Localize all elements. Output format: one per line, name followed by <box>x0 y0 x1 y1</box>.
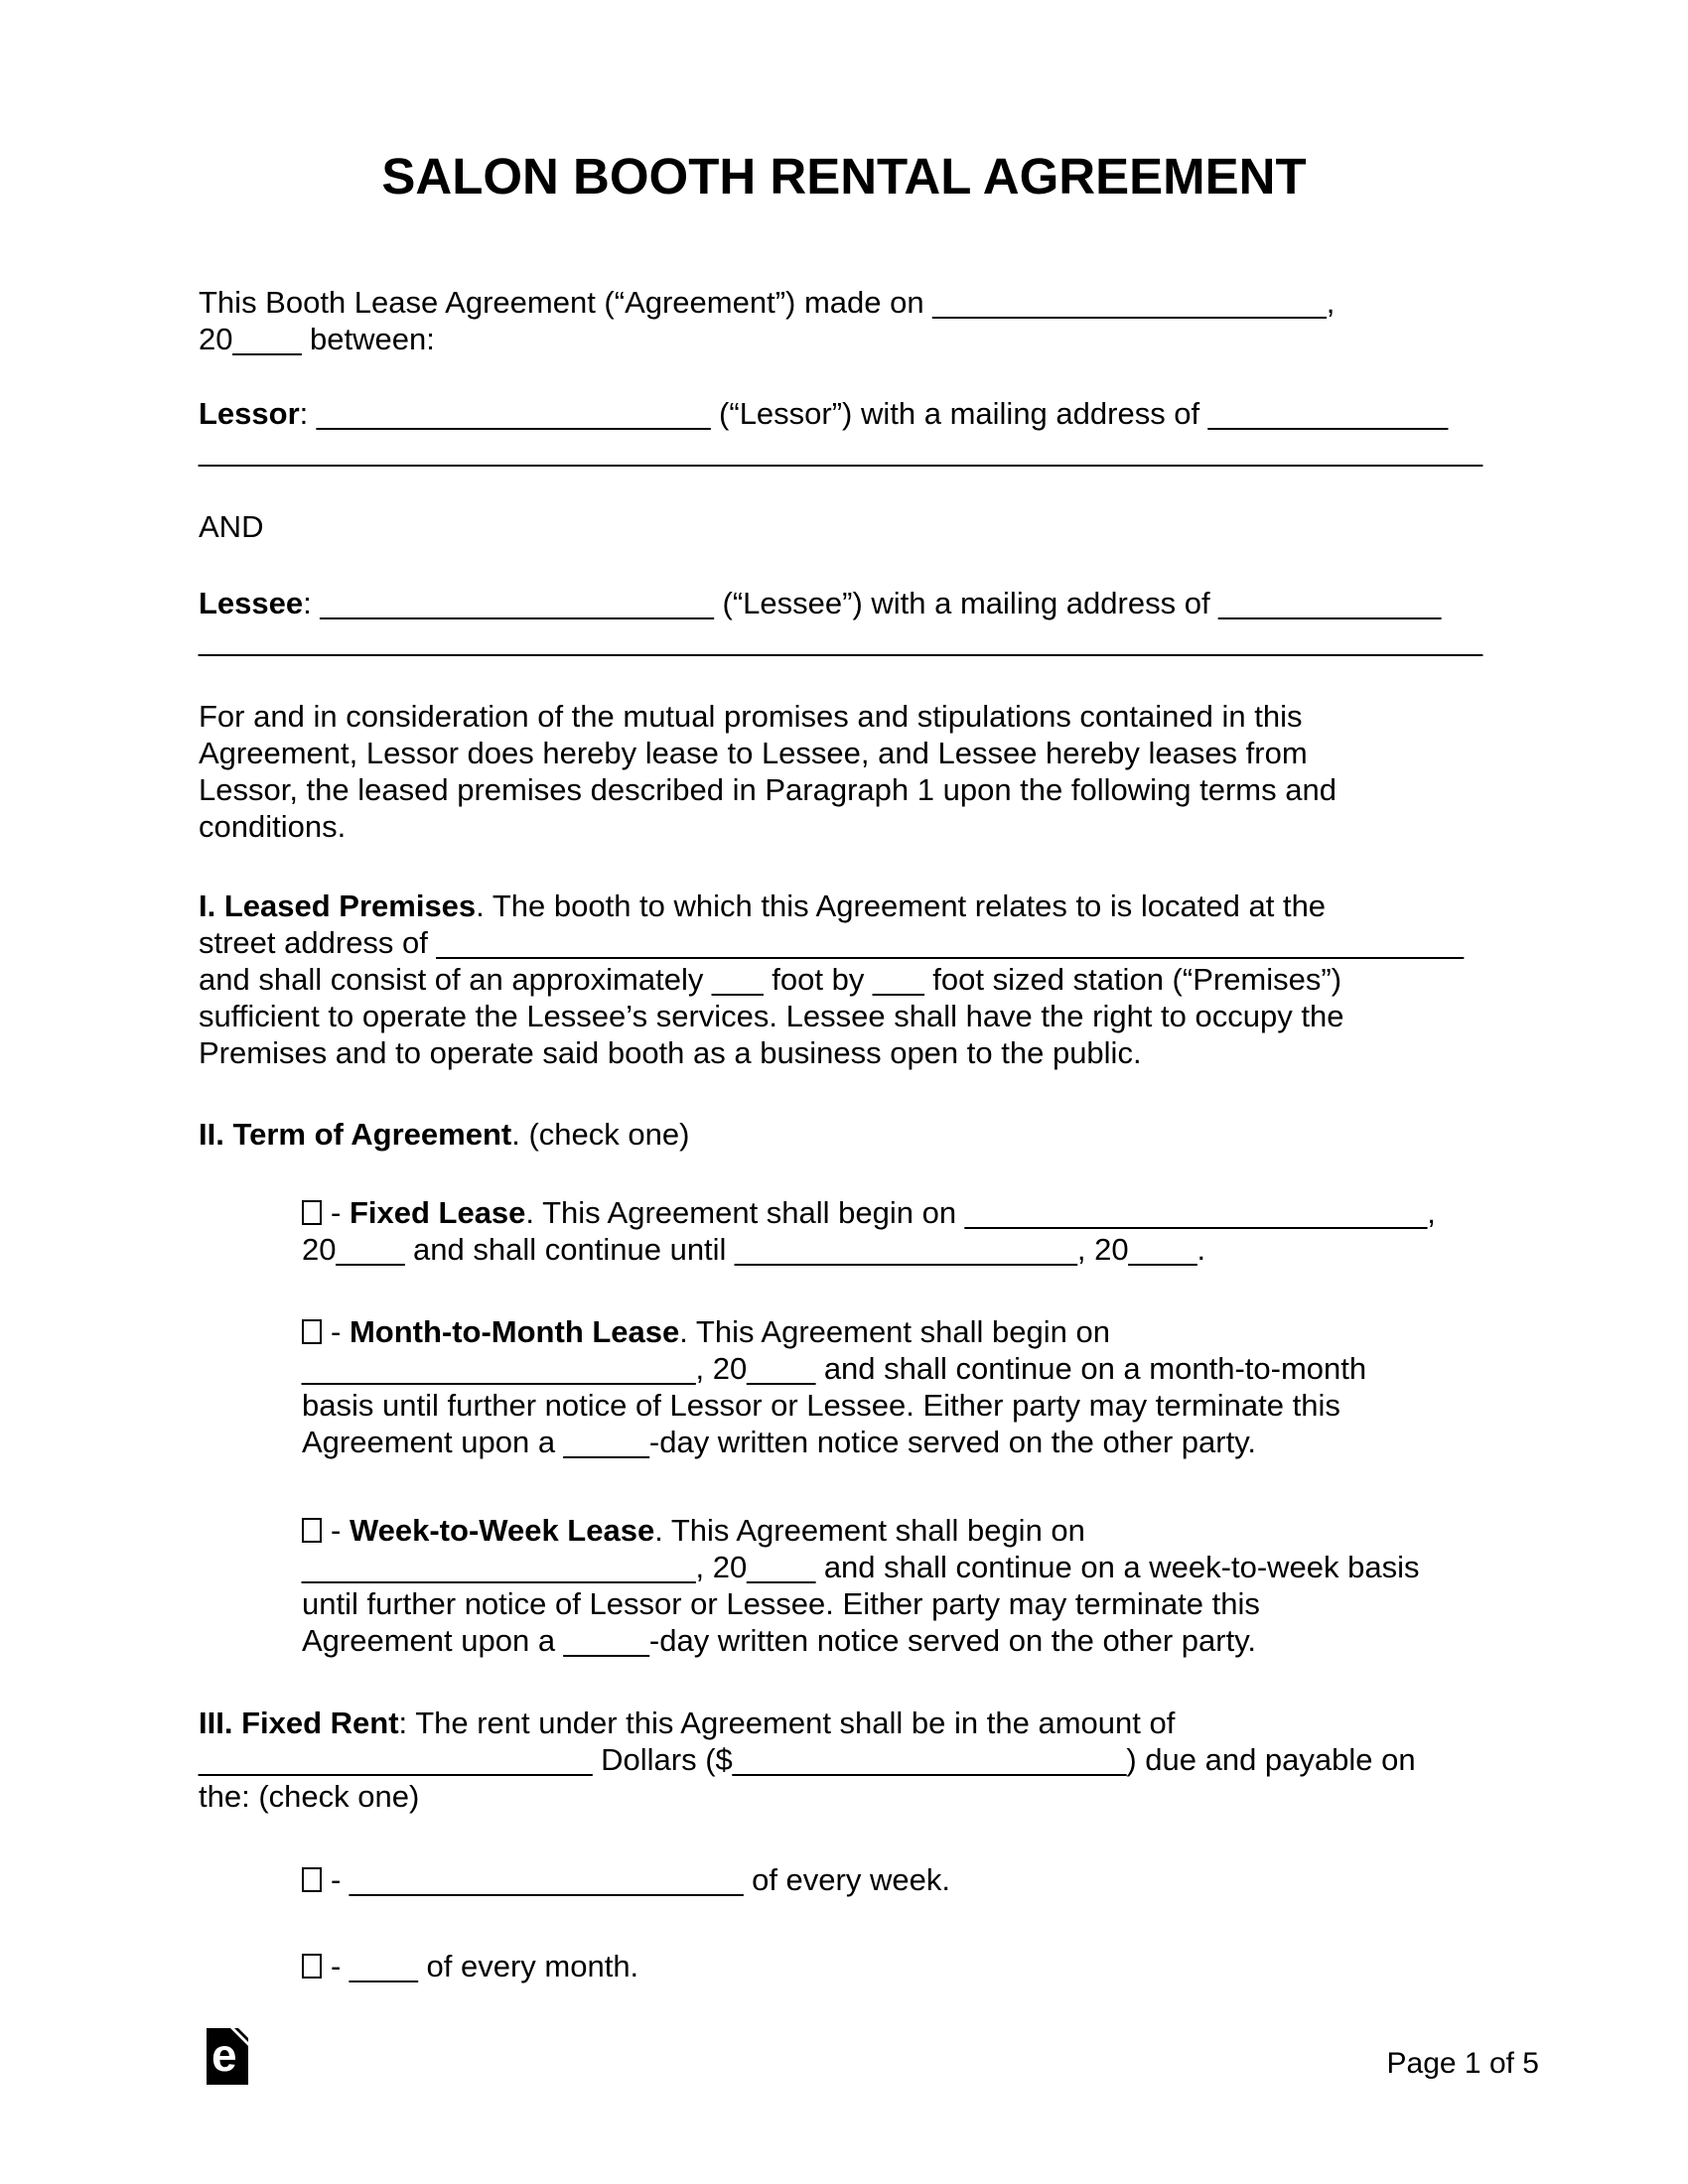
leased-premises-line-1 <box>199 887 1489 924</box>
lessee-paragraph <box>199 585 1489 658</box>
lessee-label: Lessee <box>199 586 304 620</box>
leased-premises-line-4: sufficient to operate the Lessee’s services. Lessee shall have the right to occupy the <box>199 999 1344 1033</box>
lessee-line-1 <box>199 585 1489 621</box>
week-lease-label: Week-to-Week Lease <box>349 1513 655 1548</box>
option-week-to-week-lease <box>302 1512 1489 1659</box>
document-title: SALON BOOTH RENTAL AGREEMENT <box>381 148 1307 205</box>
month-lease-dash: - <box>331 1314 350 1349</box>
month-lease-checkbox[interactable] <box>302 1319 322 1344</box>
rent-monthly-line <box>302 1948 1489 1984</box>
option-rent-monthly <box>302 1948 1489 1984</box>
option-fixed-lease <box>302 1194 1489 1268</box>
week-lease-line-1 <box>302 1512 1489 1549</box>
fixed-rent-line-1-text: : The rent under this Agreement shall be in the amount of <box>398 1706 1176 1740</box>
lessor-line-1-text: : _______________________ (“Lessor”) with a mailing address of ______________ <box>299 396 1449 431</box>
fixed-rent-line-2: _______________________ Dollars ($_______________________) due and payable on <box>199 1742 1416 1777</box>
lessor-paragraph <box>199 395 1489 469</box>
fixed-lease-checkbox[interactable] <box>302 1200 322 1225</box>
option-month-to-month-lease <box>302 1313 1489 1460</box>
intro-line-1: This Booth Lease Agreement (“Agreement”) made on _______________________, <box>199 285 1336 320</box>
consideration-line-1: For and in consideration of the mutual promises and stipulations contained in this <box>199 699 1303 734</box>
week-lease-line-2: _______________________, 20____ and shall continue on a week-to-week basis <box>302 1550 1420 1584</box>
intro-paragraph <box>199 284 1489 357</box>
intro-line-2: 20____ between: <box>199 322 435 356</box>
fixed-lease-line-1-text: . This Agreement shall begin on ___________________________, <box>525 1195 1436 1230</box>
month-lease-line-1-text: . This Agreement shall begin on <box>679 1314 1110 1349</box>
consideration-paragraph <box>199 698 1489 845</box>
week-lease-line-1-text: . This Agreement shall begin on <box>654 1513 1085 1548</box>
month-lease-label: Month-to-Month Lease <box>349 1314 680 1349</box>
section-fixed-rent <box>199 1705 1489 1815</box>
fixed-lease-line-1 <box>302 1194 1489 1231</box>
and-separator <box>199 508 1489 545</box>
leased-premises-line-1-text: . The booth to which this Agreement relates to is located at the <box>476 888 1327 923</box>
fixed-lease-line-2: 20____ and shall continue until ____________________, 20____. <box>302 1232 1206 1267</box>
fixed-lease-label: Fixed Lease <box>349 1195 526 1230</box>
rent-monthly-text: - ____ of every month. <box>331 1949 639 1983</box>
option-rent-weekly <box>302 1861 1489 1898</box>
lessee-line-1-text: : _______________________ (“Lessee”) with a mailing address of _____________ <box>303 586 1442 620</box>
fixed-lease-dash: - <box>331 1195 350 1230</box>
term-heading-rest: . (check one) <box>511 1117 690 1152</box>
section-term-of-agreement <box>199 1116 1489 1153</box>
month-lease-line-3: basis until further notice of Lessor or Lessee. Either party may terminate this <box>302 1388 1340 1423</box>
leased-premises-line-5: Premises and to operate said booth as a business open to the public. <box>199 1035 1142 1070</box>
eforms-logo-icon <box>207 2028 248 2085</box>
month-lease-line-1 <box>302 1313 1489 1350</box>
lessor-line-1 <box>199 395 1489 432</box>
fixed-rent-line-3: the: (check one) <box>199 1779 420 1814</box>
term-heading-line <box>199 1116 1489 1153</box>
eforms-logo-letter: e <box>211 2029 237 2081</box>
week-lease-line-3: until further notice of Lessor or Lessee. Either party may terminate this <box>302 1586 1260 1621</box>
rent-weekly-checkbox[interactable] <box>302 1867 322 1892</box>
term-heading: II. Term of Agreement <box>199 1117 512 1152</box>
month-lease-line-2: _______________________, 20____ and shall continue on a month-to-month <box>302 1351 1367 1386</box>
consideration-line-3: Lessor, the leased premises described in Paragraph 1 upon the following terms and <box>199 772 1336 807</box>
page-number: Page 1 of 5 <box>1386 2047 1539 2080</box>
leased-premises-heading: I. Leased Premises <box>199 888 477 923</box>
consideration-line-2: Agreement, Lessor does hereby lease to Lessee, and Lessee hereby leases from <box>199 736 1308 770</box>
fixed-rent-heading: III. Fixed Rent <box>199 1706 399 1740</box>
rent-weekly-text: - _______________________ of every week. <box>331 1862 950 1897</box>
consideration-line-4: conditions. <box>199 809 347 844</box>
lessee-address-blank-line: ___________________________________________________________________________ <box>199 622 1483 657</box>
and-label: AND <box>199 509 264 544</box>
week-lease-dash: - <box>331 1513 350 1548</box>
rent-weekly-line <box>302 1861 1489 1898</box>
week-lease-line-4: Agreement upon a _____-day written notice served on the other party. <box>302 1623 1257 1658</box>
lessor-address-blank-line: ___________________________________________________________________________ <box>199 433 1483 468</box>
month-lease-line-4: Agreement upon a _____-day written notice served on the other party. <box>302 1425 1257 1459</box>
fixed-rent-line-1 <box>199 1705 1489 1741</box>
rent-monthly-checkbox[interactable] <box>302 1954 322 1979</box>
week-lease-checkbox[interactable] <box>302 1518 322 1543</box>
leased-premises-line-2: street address of ____________________________________________________________ <box>199 925 1464 960</box>
lessor-label: Lessor <box>199 396 300 431</box>
leased-premises-line-3: and shall consist of an approximately ___ foot by ___ foot sized station (“Premises”) <box>199 962 1342 997</box>
section-leased-premises <box>199 887 1489 1071</box>
